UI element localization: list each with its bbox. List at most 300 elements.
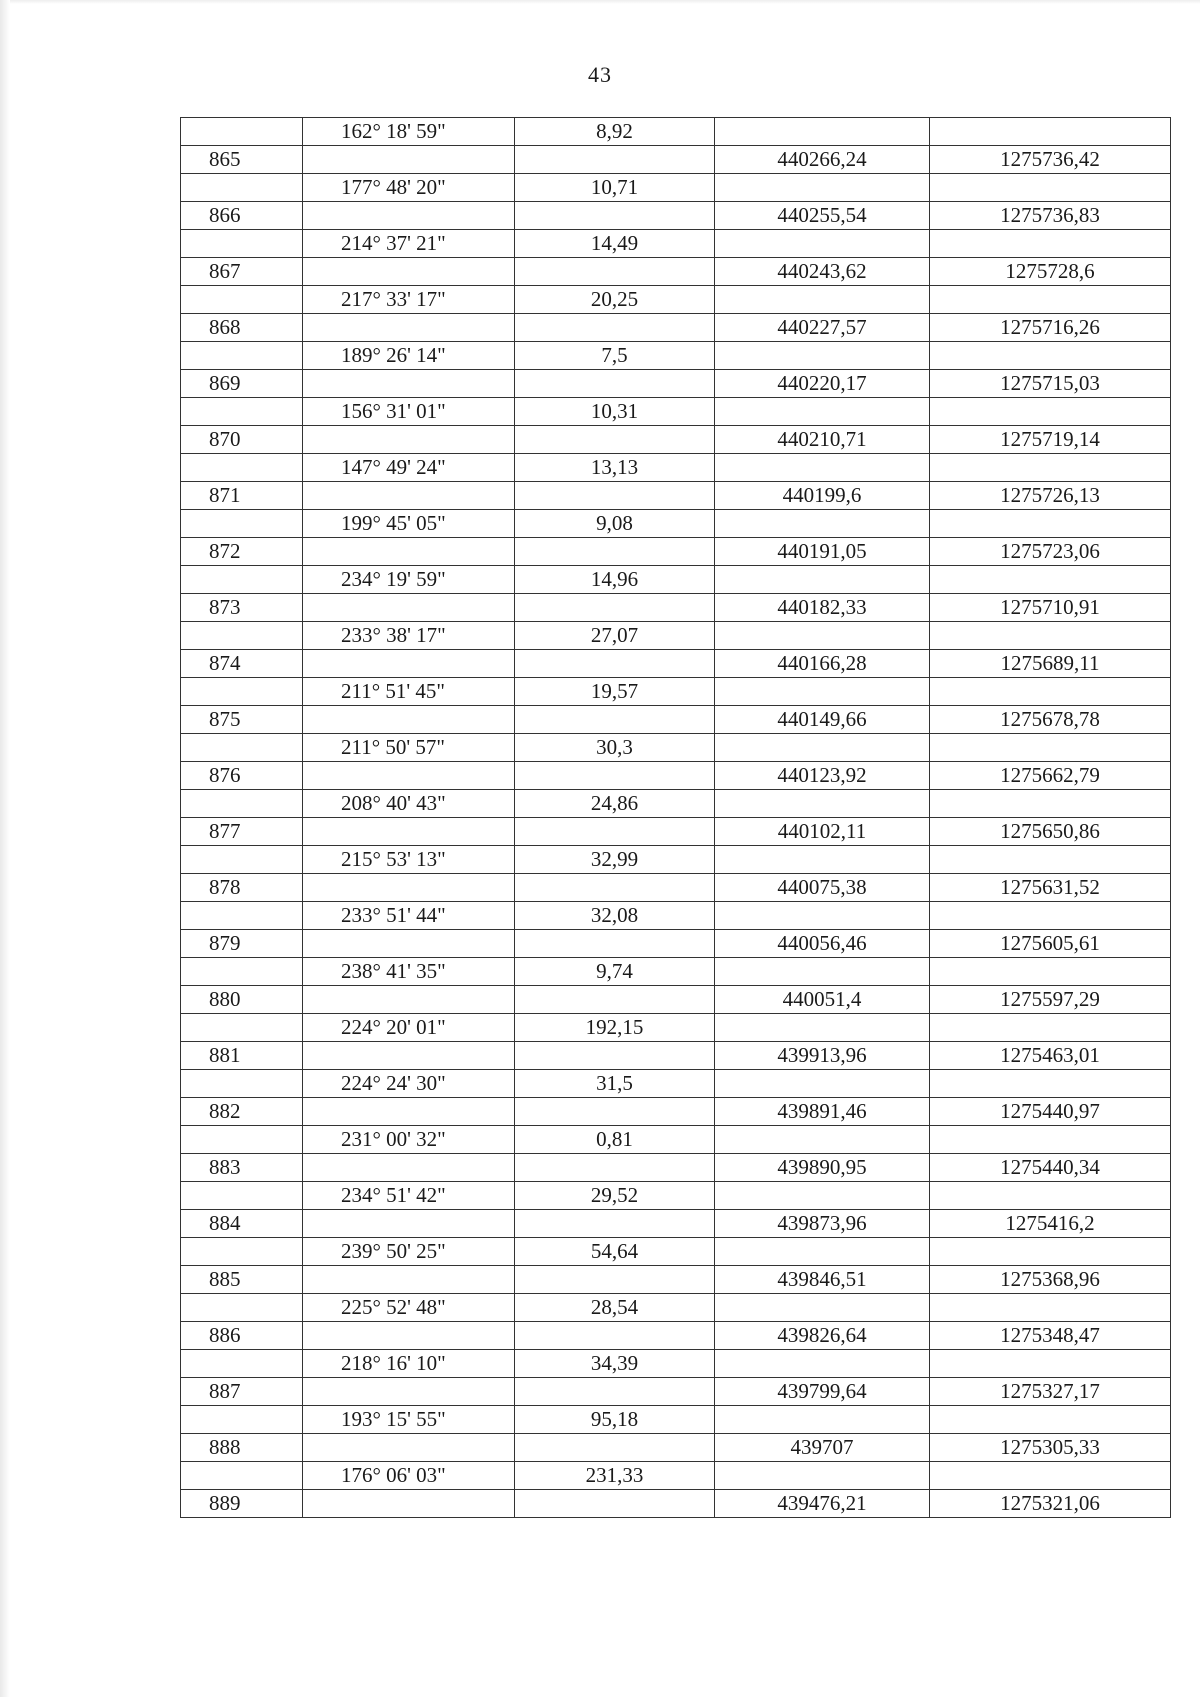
distance-cell: [515, 202, 715, 230]
distance-cell: [515, 314, 715, 342]
point-number-cell: 866: [181, 202, 303, 230]
x-coordinate-cell: [715, 678, 930, 706]
x-coordinate-cell: [715, 454, 930, 482]
x-coordinate-cell: 440123,92: [715, 762, 930, 790]
y-coordinate-cell: [930, 846, 1171, 874]
point-number-cell: [181, 566, 303, 594]
point-number-cell: [181, 286, 303, 314]
x-coordinate-cell: 440051,4: [715, 986, 930, 1014]
direction-angle-cell: [303, 202, 515, 230]
distance-cell: 30,3: [515, 734, 715, 762]
point-number-cell: [181, 1406, 303, 1434]
y-coordinate-cell: [930, 510, 1171, 538]
distance-cell: 32,08: [515, 902, 715, 930]
y-coordinate-cell: [930, 678, 1171, 706]
table-row: [181, 902, 1171, 930]
x-coordinate-cell: [715, 174, 930, 202]
direction-angle-cell: 189° 26' 14": [303, 342, 515, 370]
distance-cell: 29,52: [515, 1182, 715, 1210]
point-number-cell: 887: [181, 1378, 303, 1406]
table-row: [181, 342, 1171, 370]
y-coordinate-cell: 1275736,83: [930, 202, 1171, 230]
y-coordinate-cell: 1275605,61: [930, 930, 1171, 958]
x-coordinate-cell: 440220,17: [715, 370, 930, 398]
distance-cell: 32,99: [515, 846, 715, 874]
direction-angle-cell: [303, 1154, 515, 1182]
distance-cell: 24,86: [515, 790, 715, 818]
direction-angle-cell: [303, 818, 515, 846]
direction-angle-cell: [303, 650, 515, 678]
y-coordinate-cell: 1275650,86: [930, 818, 1171, 846]
x-coordinate-cell: [715, 286, 930, 314]
direction-angle-cell: [303, 1266, 515, 1294]
direction-angle-cell: [303, 1042, 515, 1070]
x-coordinate-cell: 440255,54: [715, 202, 930, 230]
table-row: [181, 734, 1171, 762]
distance-cell: 34,39: [515, 1350, 715, 1378]
x-coordinate-cell: [715, 510, 930, 538]
y-coordinate-cell: [930, 1014, 1171, 1042]
y-coordinate-cell: 1275716,26: [930, 314, 1171, 342]
page-number: 43: [588, 62, 612, 87]
x-coordinate-cell: 440210,71: [715, 426, 930, 454]
direction-angle-cell: [303, 1098, 515, 1126]
distance-cell: [515, 1154, 715, 1182]
table-row: [181, 538, 1171, 566]
distance-cell: [515, 1434, 715, 1462]
distance-cell: [515, 1322, 715, 1350]
distance-cell: [515, 706, 715, 734]
y-coordinate-cell: 1275348,47: [930, 1322, 1171, 1350]
direction-angle-cell: 231° 00' 32": [303, 1126, 515, 1154]
y-coordinate-cell: [930, 454, 1171, 482]
direction-angle-cell: 233° 38' 17": [303, 622, 515, 650]
y-coordinate-cell: [930, 1126, 1171, 1154]
y-coordinate-cell: 1275440,97: [930, 1098, 1171, 1126]
distance-cell: 231,33: [515, 1462, 715, 1490]
table-row: [181, 510, 1171, 538]
y-coordinate-cell: 1275719,14: [930, 426, 1171, 454]
direction-angle-cell: [303, 1434, 515, 1462]
x-coordinate-cell: [715, 1070, 930, 1098]
x-coordinate-cell: [715, 1294, 930, 1322]
direction-angle-cell: 147° 49' 24": [303, 454, 515, 482]
point-number-cell: [181, 846, 303, 874]
direction-angle-cell: [303, 594, 515, 622]
point-number-cell: 881: [181, 1042, 303, 1070]
direction-angle-cell: [303, 1490, 515, 1518]
table-row: [181, 622, 1171, 650]
table-row: [181, 1238, 1171, 1266]
direction-angle-cell: 162° 18' 59": [303, 118, 515, 146]
scan-left-edge: [0, 0, 10, 1697]
point-number-cell: 884: [181, 1210, 303, 1238]
table-row: [181, 118, 1171, 146]
direction-angle-cell: 217° 33' 17": [303, 286, 515, 314]
table-row: [181, 790, 1171, 818]
point-number-cell: 875: [181, 706, 303, 734]
x-coordinate-cell: [715, 622, 930, 650]
y-coordinate-cell: [930, 342, 1171, 370]
distance-cell: [515, 538, 715, 566]
table-row: [181, 874, 1171, 902]
coordinates-table-container: [180, 117, 1170, 1518]
direction-angle-cell: 176° 06' 03": [303, 1462, 515, 1490]
table-row: [181, 594, 1171, 622]
x-coordinate-cell: 440227,57: [715, 314, 930, 342]
direction-angle-cell: [303, 762, 515, 790]
point-number-cell: 882: [181, 1098, 303, 1126]
table-row: [181, 678, 1171, 706]
y-coordinate-cell: [930, 1238, 1171, 1266]
direction-angle-cell: [303, 874, 515, 902]
direction-angle-cell: 225° 52' 48": [303, 1294, 515, 1322]
x-coordinate-cell: [715, 1462, 930, 1490]
table-row: [181, 1350, 1171, 1378]
x-coordinate-cell: 439891,46: [715, 1098, 930, 1126]
direction-angle-cell: 193° 15' 55": [303, 1406, 515, 1434]
y-coordinate-cell: 1275678,78: [930, 706, 1171, 734]
y-coordinate-cell: [930, 734, 1171, 762]
direction-angle-cell: 199° 45' 05": [303, 510, 515, 538]
direction-angle-cell: 211° 51' 45": [303, 678, 515, 706]
distance-cell: 27,07: [515, 622, 715, 650]
table-row: [181, 202, 1171, 230]
point-number-cell: [181, 1070, 303, 1098]
direction-angle-cell: 224° 24' 30": [303, 1070, 515, 1098]
distance-cell: 31,5: [515, 1070, 715, 1098]
point-number-cell: [181, 510, 303, 538]
y-coordinate-cell: 1275597,29: [930, 986, 1171, 1014]
x-coordinate-cell: [715, 734, 930, 762]
table-row: [181, 762, 1171, 790]
x-coordinate-cell: [715, 230, 930, 258]
point-number-cell: 870: [181, 426, 303, 454]
table-row: [181, 650, 1171, 678]
x-coordinate-cell: [715, 1126, 930, 1154]
y-coordinate-cell: [930, 118, 1171, 146]
x-coordinate-cell: 440075,38: [715, 874, 930, 902]
y-coordinate-cell: 1275736,42: [930, 146, 1171, 174]
direction-angle-cell: [303, 986, 515, 1014]
y-coordinate-cell: 1275715,03: [930, 370, 1171, 398]
table-row: [181, 1210, 1171, 1238]
distance-cell: [515, 258, 715, 286]
table-row: [181, 1434, 1171, 1462]
point-number-cell: [181, 118, 303, 146]
x-coordinate-cell: 439873,96: [715, 1210, 930, 1238]
x-coordinate-cell: 439913,96: [715, 1042, 930, 1070]
table-row: [181, 1266, 1171, 1294]
point-number-cell: 878: [181, 874, 303, 902]
point-number-cell: [181, 1126, 303, 1154]
distance-cell: 13,13: [515, 454, 715, 482]
point-number-cell: [181, 174, 303, 202]
x-coordinate-cell: 439890,95: [715, 1154, 930, 1182]
direction-angle-cell: [303, 1322, 515, 1350]
table-row: [181, 1042, 1171, 1070]
direction-angle-cell: 238° 41' 35": [303, 958, 515, 986]
point-number-cell: [181, 230, 303, 258]
direction-angle-cell: 156° 31' 01": [303, 398, 515, 426]
y-coordinate-cell: [930, 902, 1171, 930]
y-coordinate-cell: 1275710,91: [930, 594, 1171, 622]
distance-cell: [515, 146, 715, 174]
point-number-cell: [181, 734, 303, 762]
point-number-cell: 874: [181, 650, 303, 678]
table-row: [181, 566, 1171, 594]
table-row: [181, 398, 1171, 426]
distance-cell: [515, 1378, 715, 1406]
table-row: [181, 174, 1171, 202]
point-number-cell: 876: [181, 762, 303, 790]
distance-cell: 10,71: [515, 174, 715, 202]
y-coordinate-cell: 1275689,11: [930, 650, 1171, 678]
distance-cell: [515, 1490, 715, 1518]
table-row: [181, 482, 1171, 510]
direction-angle-cell: 208° 40' 43": [303, 790, 515, 818]
distance-cell: [515, 370, 715, 398]
direction-angle-cell: [303, 1378, 515, 1406]
direction-angle-cell: [303, 930, 515, 958]
distance-cell: [515, 1266, 715, 1294]
point-number-cell: 879: [181, 930, 303, 958]
table-row: [181, 314, 1171, 342]
distance-cell: [515, 426, 715, 454]
point-number-cell: 868: [181, 314, 303, 342]
distance-cell: [515, 650, 715, 678]
direction-angle-cell: 177° 48' 20": [303, 174, 515, 202]
distance-cell: 7,5: [515, 342, 715, 370]
direction-angle-cell: [303, 370, 515, 398]
distance-cell: [515, 762, 715, 790]
direction-angle-cell: [303, 1210, 515, 1238]
y-coordinate-cell: [930, 230, 1171, 258]
point-number-cell: 880: [181, 986, 303, 1014]
distance-cell: 14,96: [515, 566, 715, 594]
y-coordinate-cell: 1275416,2: [930, 1210, 1171, 1238]
y-coordinate-cell: [930, 790, 1171, 818]
point-number-cell: 869: [181, 370, 303, 398]
x-coordinate-cell: 440182,33: [715, 594, 930, 622]
distance-cell: 54,64: [515, 1238, 715, 1266]
table-row: [181, 706, 1171, 734]
point-number-cell: [181, 678, 303, 706]
distance-cell: 10,31: [515, 398, 715, 426]
table-row: [181, 1154, 1171, 1182]
table-row: [181, 286, 1171, 314]
point-number-cell: [181, 902, 303, 930]
direction-angle-cell: 234° 51' 42": [303, 1182, 515, 1210]
table-row: [181, 958, 1171, 986]
distance-cell: [515, 1210, 715, 1238]
x-coordinate-cell: [715, 398, 930, 426]
table-row: [181, 1322, 1171, 1350]
distance-cell: [515, 818, 715, 846]
y-coordinate-cell: 1275723,06: [930, 538, 1171, 566]
x-coordinate-cell: 440102,11: [715, 818, 930, 846]
point-number-cell: [181, 1462, 303, 1490]
x-coordinate-cell: [715, 790, 930, 818]
y-coordinate-cell: 1275327,17: [930, 1378, 1171, 1406]
table-row: [181, 1126, 1171, 1154]
point-number-cell: [181, 454, 303, 482]
point-number-cell: 877: [181, 818, 303, 846]
distance-cell: 9,74: [515, 958, 715, 986]
x-coordinate-cell: 439707: [715, 1434, 930, 1462]
distance-cell: 9,08: [515, 510, 715, 538]
y-coordinate-cell: [930, 622, 1171, 650]
y-coordinate-cell: [930, 1070, 1171, 1098]
table-row: [181, 986, 1171, 1014]
point-number-cell: 889: [181, 1490, 303, 1518]
point-number-cell: [181, 1350, 303, 1378]
x-coordinate-cell: [715, 1182, 930, 1210]
direction-angle-cell: 224° 20' 01": [303, 1014, 515, 1042]
distance-cell: [515, 986, 715, 1014]
y-coordinate-cell: 1275728,6: [930, 258, 1171, 286]
x-coordinate-cell: 439826,64: [715, 1322, 930, 1350]
distance-cell: 192,15: [515, 1014, 715, 1042]
distance-cell: [515, 594, 715, 622]
distance-cell: [515, 482, 715, 510]
table-row: [181, 454, 1171, 482]
x-coordinate-cell: [715, 118, 930, 146]
table-row: [181, 1014, 1171, 1042]
x-coordinate-cell: [715, 958, 930, 986]
distance-cell: [515, 874, 715, 902]
direction-angle-cell: [303, 538, 515, 566]
direction-angle-cell: 214° 37' 21": [303, 230, 515, 258]
distance-cell: [515, 1098, 715, 1126]
table-row: [181, 1490, 1171, 1518]
coordinates-table-body: [181, 118, 1171, 1518]
direction-angle-cell: 218° 16' 10": [303, 1350, 515, 1378]
direction-angle-cell: [303, 146, 515, 174]
x-coordinate-cell: [715, 1238, 930, 1266]
table-row: [181, 930, 1171, 958]
x-coordinate-cell: [715, 342, 930, 370]
point-number-cell: 867: [181, 258, 303, 286]
direction-angle-cell: [303, 314, 515, 342]
table-row: [181, 1462, 1171, 1490]
point-number-cell: [181, 622, 303, 650]
y-coordinate-cell: 1275662,79: [930, 762, 1171, 790]
y-coordinate-cell: [930, 566, 1171, 594]
table-row: [181, 1406, 1171, 1434]
table-row: [181, 846, 1171, 874]
x-coordinate-cell: 440166,28: [715, 650, 930, 678]
table-row: [181, 1294, 1171, 1322]
scan-top-edge: [0, 0, 1200, 4]
y-coordinate-cell: [930, 1350, 1171, 1378]
x-coordinate-cell: 439799,64: [715, 1378, 930, 1406]
table-row: [181, 1098, 1171, 1126]
x-coordinate-cell: [715, 1014, 930, 1042]
y-coordinate-cell: 1275631,52: [930, 874, 1171, 902]
y-coordinate-cell: 1275440,34: [930, 1154, 1171, 1182]
y-coordinate-cell: 1275368,96: [930, 1266, 1171, 1294]
y-coordinate-cell: [930, 286, 1171, 314]
point-number-cell: 865: [181, 146, 303, 174]
y-coordinate-cell: 1275305,33: [930, 1434, 1171, 1462]
x-coordinate-cell: 440266,24: [715, 146, 930, 174]
point-number-cell: 886: [181, 1322, 303, 1350]
x-coordinate-cell: [715, 902, 930, 930]
x-coordinate-cell: 440191,05: [715, 538, 930, 566]
distance-cell: 14,49: [515, 230, 715, 258]
table-row: [181, 230, 1171, 258]
direction-angle-cell: 239° 50' 25": [303, 1238, 515, 1266]
point-number-cell: 871: [181, 482, 303, 510]
x-coordinate-cell: 440243,62: [715, 258, 930, 286]
point-number-cell: 873: [181, 594, 303, 622]
y-coordinate-cell: [930, 174, 1171, 202]
direction-angle-cell: [303, 482, 515, 510]
table-row: [181, 1378, 1171, 1406]
direction-angle-cell: [303, 706, 515, 734]
table-row: [181, 818, 1171, 846]
point-number-cell: 872: [181, 538, 303, 566]
x-coordinate-cell: 440056,46: [715, 930, 930, 958]
distance-cell: [515, 930, 715, 958]
distance-cell: 28,54: [515, 1294, 715, 1322]
x-coordinate-cell: [715, 566, 930, 594]
y-coordinate-cell: [930, 1182, 1171, 1210]
direction-angle-cell: 215° 53' 13": [303, 846, 515, 874]
x-coordinate-cell: [715, 1406, 930, 1434]
direction-angle-cell: [303, 426, 515, 454]
y-coordinate-cell: 1275726,13: [930, 482, 1171, 510]
distance-cell: 95,18: [515, 1406, 715, 1434]
x-coordinate-cell: 439476,21: [715, 1490, 930, 1518]
distance-cell: [515, 1042, 715, 1070]
distance-cell: 20,25: [515, 286, 715, 314]
y-coordinate-cell: [930, 958, 1171, 986]
point-number-cell: [181, 1182, 303, 1210]
direction-angle-cell: [303, 258, 515, 286]
table-row: [181, 146, 1171, 174]
y-coordinate-cell: 1275321,06: [930, 1490, 1171, 1518]
direction-angle-cell: 233° 51' 44": [303, 902, 515, 930]
point-number-cell: [181, 398, 303, 426]
point-number-cell: [181, 342, 303, 370]
point-number-cell: [181, 1014, 303, 1042]
point-number-cell: [181, 1238, 303, 1266]
table-row: [181, 258, 1171, 286]
y-coordinate-cell: [930, 398, 1171, 426]
distance-cell: 19,57: [515, 678, 715, 706]
direction-angle-cell: 234° 19' 59": [303, 566, 515, 594]
distance-cell: 0,81: [515, 1126, 715, 1154]
y-coordinate-cell: [930, 1406, 1171, 1434]
table-row: [181, 370, 1171, 398]
point-number-cell: 883: [181, 1154, 303, 1182]
point-number-cell: 885: [181, 1266, 303, 1294]
y-coordinate-cell: [930, 1294, 1171, 1322]
coordinates-table: [180, 117, 1171, 1518]
y-coordinate-cell: 1275463,01: [930, 1042, 1171, 1070]
y-coordinate-cell: [930, 1462, 1171, 1490]
distance-cell: 8,92: [515, 118, 715, 146]
x-coordinate-cell: [715, 1350, 930, 1378]
table-row: [181, 1182, 1171, 1210]
direction-angle-cell: 211° 50' 57": [303, 734, 515, 762]
table-row: [181, 1070, 1171, 1098]
x-coordinate-cell: 440199,6: [715, 482, 930, 510]
point-number-cell: [181, 1294, 303, 1322]
x-coordinate-cell: 440149,66: [715, 706, 930, 734]
